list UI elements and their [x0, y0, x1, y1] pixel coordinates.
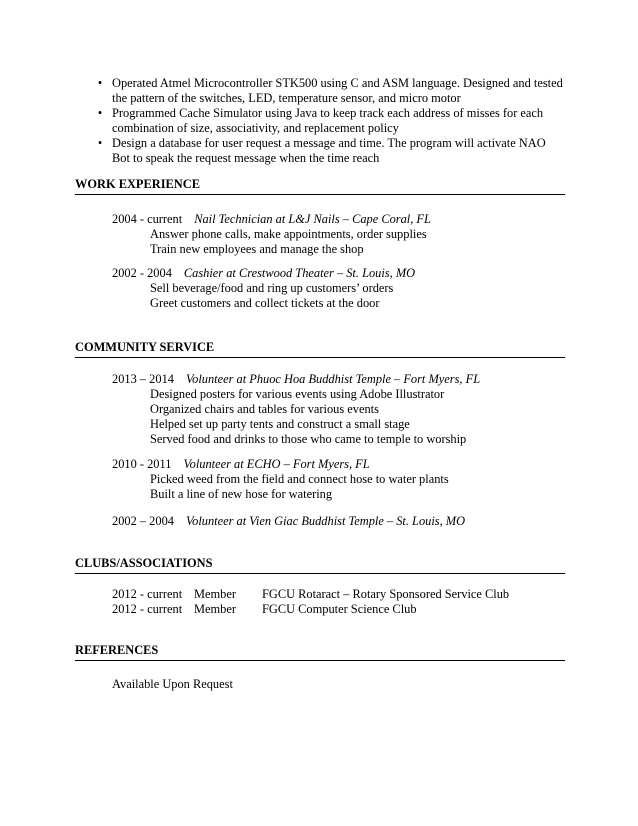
bullet-text: Programmed Cache Simulator using Java to keep track each address of misses for each combination of size, associativity, and replacement policy [112, 106, 544, 135]
entry-duty: Designed posters for various events using Adobe Illustrator [150, 387, 445, 401]
entry-duty: Served food and drinks to those who came to temple to worship [150, 432, 467, 446]
community-entry [112, 372, 562, 447]
entry-duty: Train new employees and manage the shop [150, 242, 364, 256]
club-org: FGCU Rotaract – Rotary Sponsored Service Club [262, 587, 510, 601]
club-row [112, 587, 562, 602]
entry-duty: Answer phone calls, make appointments, order supplies [150, 227, 427, 241]
club-role: Member [194, 602, 236, 616]
club-dates: 2012 - current [112, 587, 183, 601]
entry-duty: Organized chairs and tables for various events [150, 402, 379, 416]
bullet-dot-icon: • [97, 106, 103, 120]
entry-title: Nail Technician at L&J Nails – Cape Coral, FL [194, 212, 431, 226]
entry-dates: 2013 – 2014 [112, 372, 174, 386]
bullet-item [94, 106, 564, 136]
bullet-dot-icon: • [97, 76, 103, 90]
community-entry [112, 457, 562, 502]
references-text: Available Upon Request [112, 677, 233, 691]
references-body [112, 677, 562, 692]
clubs-list [112, 587, 562, 617]
bullet-text: Design a database for user request a message and time. The program will activate NAO Bot to speak the request message when the time reach [112, 136, 546, 165]
club-role: Member [194, 587, 236, 601]
work-entry [112, 266, 562, 311]
project-bullet-list [94, 76, 564, 166]
club-dates: 2012 - current [112, 602, 183, 616]
bullet-item [94, 136, 564, 166]
entry-title: Volunteer at Vien Giac Buddhist Temple – St. Louis, MO [185, 514, 466, 528]
entry-duty: Greet customers and collect tickets at the door [150, 296, 380, 310]
entry-dates: 2010 - 2011 [112, 457, 172, 471]
entry-title: Volunteer at ECHO – Fort Myers, FL [183, 457, 370, 471]
entry-duty: Helped set up party tents and construct a small stage [150, 417, 410, 431]
entry-dates: 2004 - current [112, 212, 183, 226]
entry-title: Volunteer at Phuoc Hoa Buddhist Temple – Fort Myers, FL [185, 372, 481, 386]
work-entry [112, 212, 562, 257]
entry-dates: 2002 – 2004 [112, 514, 174, 528]
bullet-item [94, 76, 564, 106]
club-row [112, 602, 562, 617]
entry-dates: 2002 - 2004 [112, 266, 172, 280]
entry-duty: Picked weed from the field and connect hose to water plants [150, 472, 449, 486]
bullet-text: Operated Atmel Microcontroller STK500 using C and ASM language. Designed and tested the pattern of the switches, LED, temperature sensor, and micro motor [112, 76, 563, 105]
community-entry [112, 514, 562, 529]
references-heading: REFERENCES [75, 643, 565, 661]
entry-duty: Built a line of new hose for watering [150, 487, 333, 501]
entry-title: Cashier at Crestwood Theater – St. Louis, MO [183, 266, 416, 280]
bullet-dot-icon: • [97, 136, 103, 150]
work-experience-heading: WORK EXPERIENCE [75, 177, 565, 195]
community-service-heading: COMMUNITY SERVICE [75, 340, 565, 358]
clubs-associations-heading: CLUBS/ASSOCIATIONS [75, 556, 565, 574]
entry-duty: Sell beverage/food and ring up customers’ orders [150, 281, 394, 295]
club-org: FGCU Computer Science Club [262, 602, 417, 616]
